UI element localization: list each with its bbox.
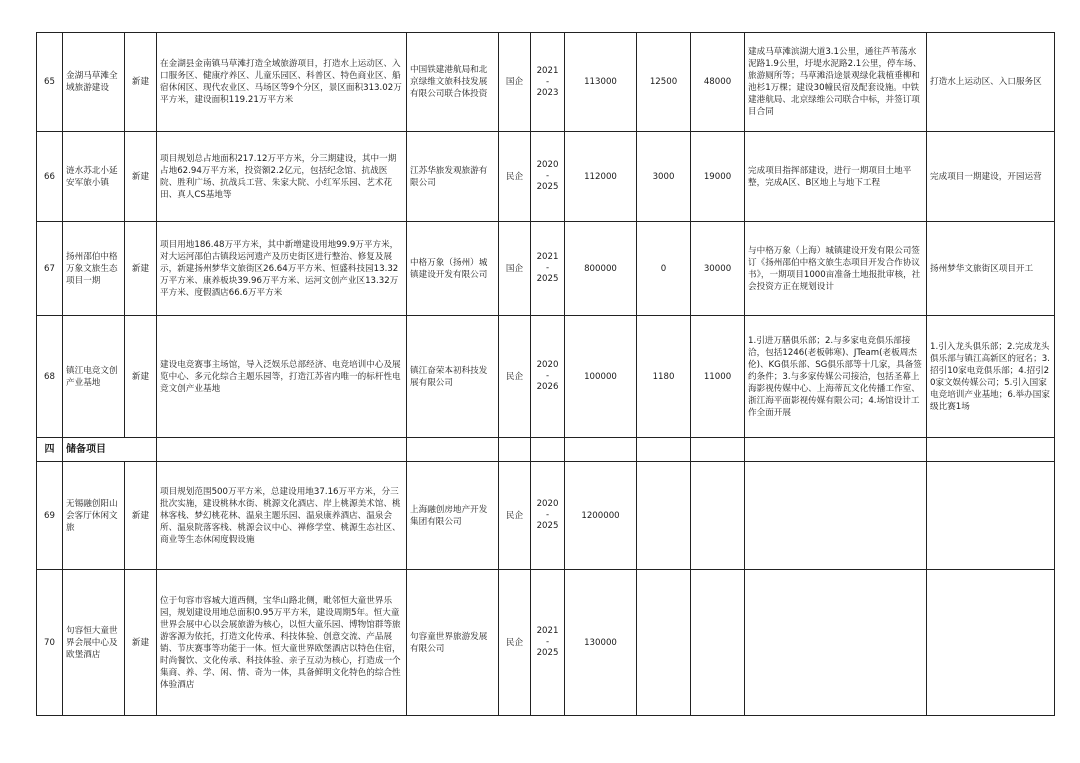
- row-number: 70: [37, 570, 63, 716]
- goal-text: 扬州梦华文旅街区项目开工: [927, 222, 1055, 316]
- year-sep: -: [545, 637, 550, 647]
- total-investment: 100000: [565, 316, 637, 438]
- empty-cell: [637, 438, 691, 462]
- table-row: [37, 222, 1055, 316]
- construction-years: [531, 570, 565, 716]
- company-nature: 民企: [499, 462, 531, 570]
- company-name: 句容童世界旅游发展有限公司: [407, 570, 499, 716]
- year-end: 2025: [536, 274, 559, 284]
- company-name: 上海融创房地产开发集团有限公司: [407, 462, 499, 570]
- planned-investment: 48000: [691, 33, 745, 132]
- row-number: 67: [37, 222, 63, 316]
- row-number: 68: [37, 316, 63, 438]
- total-investment: 130000: [565, 570, 637, 716]
- planned-investment: [691, 570, 745, 716]
- project-name: 涟水苏北小延安军旅小镇: [63, 132, 125, 222]
- year-sep: -: [545, 76, 550, 87]
- empty-cell: [745, 438, 927, 462]
- completed-investment: 12500: [637, 33, 691, 132]
- planned-investment: 11000: [691, 316, 745, 438]
- build-type: 新建: [125, 316, 157, 438]
- goal-text: 打造水上运动区、入口服务区: [927, 33, 1055, 132]
- section-header-row: [37, 438, 1055, 462]
- empty-cell: [531, 438, 565, 462]
- project-name: 金湖马草滩全域旅游建设: [63, 33, 125, 132]
- completed-investment: 3000: [637, 132, 691, 222]
- progress-text: 完成项目指挥部建设，进行一期项目土地平整，完成A区、B区地上与地下工程: [745, 132, 927, 222]
- planned-investment: 30000: [691, 222, 745, 316]
- year-sep: -: [545, 263, 550, 273]
- table-row: [37, 570, 1055, 716]
- company-nature: 民企: [499, 316, 531, 438]
- year-end: 2023: [536, 87, 559, 98]
- goal-text: [927, 462, 1055, 570]
- row-number: 65: [37, 33, 63, 132]
- build-type: 新建: [125, 132, 157, 222]
- project-table-sheet: [36, 32, 1054, 716]
- goal-text: [927, 570, 1055, 716]
- build-type: 新建: [125, 462, 157, 570]
- year-start: 2021: [536, 626, 559, 636]
- year-end: 2026: [536, 382, 559, 392]
- construction-content: 项目规划范围500万平方米，总建设用地37.16万平方米，分三批次实施，建设桃林水街、桃源文化酒店、岸上桃源美术馆、桃林客栈、梦幻桃花林、温泉主题乐园、温泉康养酒店、温泉会所、温泉院落客栈、桃源会议中心、禅修学堂、桃源生态社区、商业等生态休闲度假设施: [157, 462, 407, 570]
- construction-years: [531, 462, 565, 570]
- construction-years: [531, 132, 565, 222]
- company-nature: 国企: [499, 33, 531, 132]
- year-start: 2020: [536, 160, 559, 170]
- construction-content: 项目用地186.48万平方米，其中新增建设用地99.9万平方米，对大运河邵伯古镇段运河遗产及历史街区进行整治、修复及展示，新建扬州梦华文旅街区26.64万平方米、恒盛科技园13.32万平方米、康养板块39.96万平方米、运河文创产业区13.32万平方米、度假酒店66.6万平方米: [157, 222, 407, 316]
- project-name: 句容恒大童世界会展中心及欧堡酒店: [63, 570, 125, 716]
- company-name: 中国铁建港航局和北京绿维文旅科技发展有限公司联合体投资: [407, 33, 499, 132]
- progress-text: 建成马草滩滨湖大道3.1公里，通往芦苇荡水泥路1.9公里，圩堤水泥路2.1公里，停车场、旅游厕所等；马草滩沿途景观绿化栽植垂柳和池杉1万棵；建设30幢民宿及配套设施。中铁建港航局、北京绿维公司联合中标，并签订项目合同: [745, 33, 927, 132]
- planned-investment: [691, 462, 745, 570]
- row-number: 69: [37, 462, 63, 570]
- table-row: [37, 316, 1055, 438]
- construction-content: 建设电竞赛事主场馆，导入泛娱乐总部经济、电竞培训中心及展览中心、多元化综合主题乐园等，打造江苏省内唯一的标杆性电竞文创产业基地: [157, 316, 407, 438]
- empty-cell: [499, 438, 531, 462]
- completed-investment: [637, 462, 691, 570]
- project-name: 镇江电竞文创产业基地: [63, 316, 125, 438]
- construction-content: 位于句容市容城大道西侧，宝华山路北侧，毗邻恒大童世界乐园，规划建设用地总面积0.95万平方米，建设周期5年。恒大童世界会展中心以会展旅游为核心，以恒大童乐园、博物馆群等旅游客源为依托，打造文化传承、科技体验、创意交流、产品展销、节庆赛事等功能于一体。恒大童世界欧堡酒店以特色住宿，时尚餐饮、文化传承、科技体验、亲子互动为核心，打造成一个集商、养、学、闲、情、奇为一体，具备鲜明文化特色的综合性体验酒店: [157, 570, 407, 716]
- progress-text: [745, 462, 927, 570]
- company-name: 江苏华旅发观旅游有限公司: [407, 132, 499, 222]
- company-nature: 国企: [499, 222, 531, 316]
- progress-text: [745, 570, 927, 716]
- year-sep: -: [545, 510, 550, 520]
- company-nature: 民企: [499, 570, 531, 716]
- company-name: 镇江奋荣本初科技发展有限公司: [407, 316, 499, 438]
- progress-text: 与中格万象（上海）城镇建设开发有限公司签订《扬州邵伯中格文旅生态项目开发合作协议书》，一期项目1000亩准备土地报批审核，社会投资方正在规划设计: [745, 222, 927, 316]
- year-sep: -: [545, 371, 550, 381]
- goal-text: 完成项目一期建设，开园运营: [927, 132, 1055, 222]
- build-type: 新建: [125, 222, 157, 316]
- total-investment: 1200000: [565, 462, 637, 570]
- project-name: 扬州邵伯中格万象文旅生态项目一期: [63, 222, 125, 316]
- row-number: 66: [37, 132, 63, 222]
- empty-cell: [157, 438, 407, 462]
- company-name: 中格万象（扬州）城镇建设开发有限公司: [407, 222, 499, 316]
- project-table: [36, 32, 1055, 716]
- year-start: 2020: [536, 360, 559, 370]
- construction-years: [531, 33, 565, 132]
- build-type: 新建: [125, 570, 157, 716]
- empty-cell: [565, 438, 637, 462]
- section-title: 储备项目: [63, 438, 157, 462]
- total-investment: 800000: [565, 222, 637, 316]
- construction-content: 在金湖县金南镇马草滩打造全域旅游项目，打造水上运动区、入口服务区、健康疗养区、儿童乐园区、科普区、特色商业区、船宿休闲区、现代农业区、马场区等9个分区，景区面积313.02万平方米，建设面积119.21万平方米: [157, 33, 407, 132]
- empty-cell: [691, 438, 745, 462]
- construction-years: [531, 316, 565, 438]
- year-end: 2025: [536, 648, 559, 658]
- planned-investment: 19000: [691, 132, 745, 222]
- construction-content: 项目规划总占地面积217.12万平方米，分三期建设，其中一期占地62.94万平方米，投资额2.2亿元，包括纪念馆、抗战医院、胜利广场、抗战兵工营、朱家大院、小红军乐园、艺术花田、真人CS基地等: [157, 132, 407, 222]
- progress-text: 1.引进万膳俱乐部；2.与多家电竞俱乐部接洽，包括1246(老板韩寒)、JTeam(老板周杰伦)、KG俱乐部、SG俱乐部等十几家，具备签约条件；3.与多家传媒公司接洽，包括圣幕上海影视传媒中心、上海蒂瓦文化传播工作室、浙江海平面影视传媒有限公司；4.场馆设计工作全面开展: [745, 316, 927, 438]
- completed-investment: [637, 570, 691, 716]
- total-investment: 112000: [565, 132, 637, 222]
- year-sep: -: [545, 171, 550, 181]
- completed-investment: 1180: [637, 316, 691, 438]
- year-start: 2021: [536, 65, 559, 76]
- table-row: [37, 462, 1055, 570]
- empty-cell: [927, 438, 1055, 462]
- construction-years: [531, 222, 565, 316]
- section-number: 四: [37, 438, 63, 462]
- project-name: 无锡融创阳山会客厅休闲文旅: [63, 462, 125, 570]
- completed-investment: 0: [637, 222, 691, 316]
- year-start: 2021: [536, 252, 559, 262]
- total-investment: 113000: [565, 33, 637, 132]
- year-start: 2020: [536, 499, 559, 509]
- build-type: 新建: [125, 33, 157, 132]
- table-body: [37, 33, 1055, 716]
- year-end: 2025: [536, 182, 559, 192]
- empty-cell: [407, 438, 499, 462]
- year-end: 2025: [536, 521, 559, 531]
- company-nature: 民企: [499, 132, 531, 222]
- table-row: [37, 33, 1055, 132]
- table-row: [37, 132, 1055, 222]
- goal-text: 1.引入龙头俱乐部；2.完成龙头俱乐部与镇江高新区的冠名；3.招引10家电竞俱乐部；4.招引20家文娱传媒公司；5.引入国家电竞培训产业基地；6.举办国家级比赛1场: [927, 316, 1055, 438]
